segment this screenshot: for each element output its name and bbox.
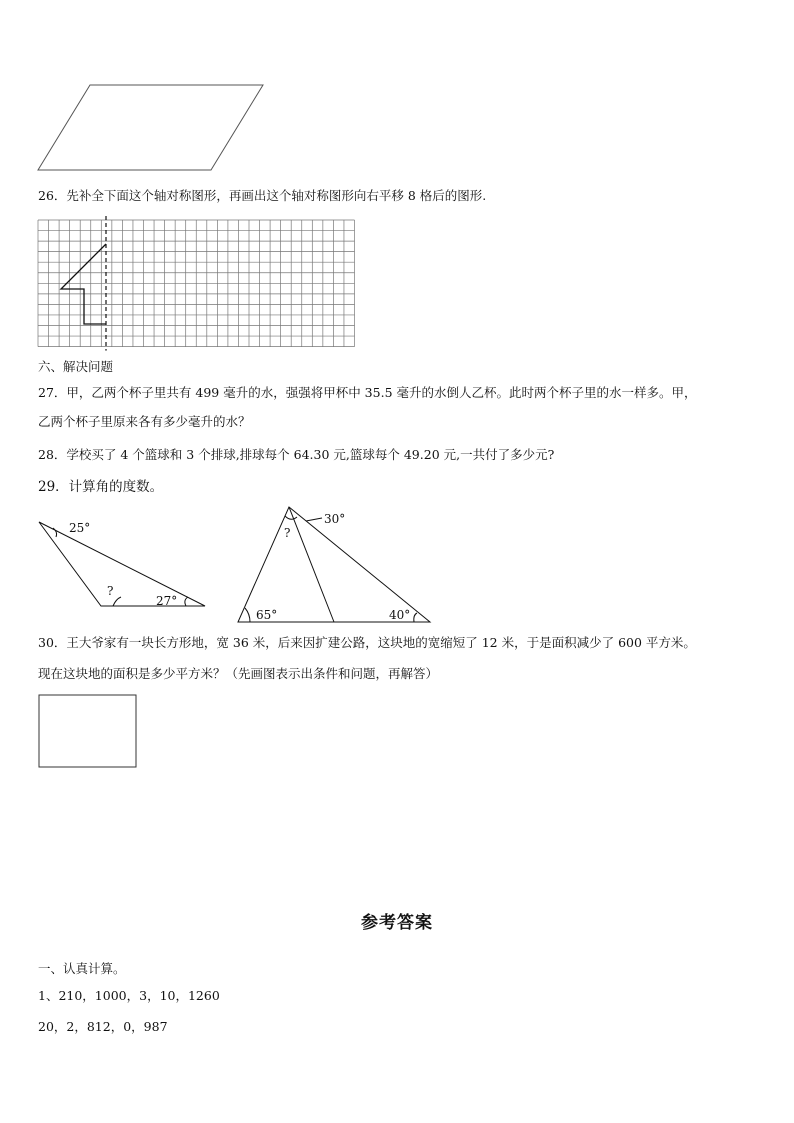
angle-arc-apex <box>285 516 297 519</box>
angle-label-40: 40° <box>389 608 411 622</box>
angle-label-unknown-2: ? <box>284 526 291 540</box>
q30-line1: 30．王大爷家有一块长方形地，宽 36 米，后来因扩建公路，这块地的宽缩短了 12 米，于是面积减少了 600 平方米。 <box>38 635 696 650</box>
angle-arc-right-2 <box>414 613 417 622</box>
triangle-figure-1 <box>39 521 205 608</box>
half-shape <box>61 244 106 324</box>
q27-line2: 乙两个杯子里原来各有多少毫升的水？ <box>38 414 251 429</box>
answer-rectangle <box>39 695 136 767</box>
q27-line1: 27．甲，乙两个杯子里共有 499 毫升的水，强强将甲杯中 35.5 毫升的水倒人乙杯。此时两个杯子里的水一样多。甲， <box>38 385 697 400</box>
q29-text: 29．计算角的度数。 <box>38 479 164 495</box>
answers-title: 参考答案 <box>361 913 433 933</box>
angle-arc-left <box>245 608 250 622</box>
answers-section1: 一、认真计算。 <box>38 961 126 976</box>
angle-label-30: 30° <box>324 512 346 526</box>
answers-line2: 20，2，812，0，987 <box>38 1019 168 1034</box>
parallelogram <box>38 85 263 170</box>
grid-figure <box>38 216 355 351</box>
q26-text: 26．先补全下面这个轴对称图形，再画出这个轴对称图形向右平移 8 格后的图形. <box>38 188 487 203</box>
triangle-1 <box>39 522 205 606</box>
triangle-figure-2 <box>238 507 430 622</box>
angle-label-unknown-1: ? <box>107 584 114 598</box>
angle-label-27: 27° <box>156 594 178 608</box>
pointer-30 <box>306 518 322 521</box>
angle-arc-bottom <box>113 597 121 606</box>
angle-label-65: 65° <box>256 608 278 622</box>
q30-line2: 现在这块地的面积是多少平方米？（先画图表示出条件和问题，再解答） <box>38 666 439 681</box>
answers-line1: 1、210，1000，3，10，1260 <box>38 988 220 1003</box>
section6-heading: 六、解决问题 <box>38 359 114 374</box>
angle-label-25: 25° <box>69 521 91 535</box>
angle-arc-right <box>185 597 188 606</box>
q28-text: 28．学校买了 4 个篮球和 3 个排球,排球每个 64.30 元,篮球每个 49.20 元,一共付了多少元? <box>38 447 555 462</box>
